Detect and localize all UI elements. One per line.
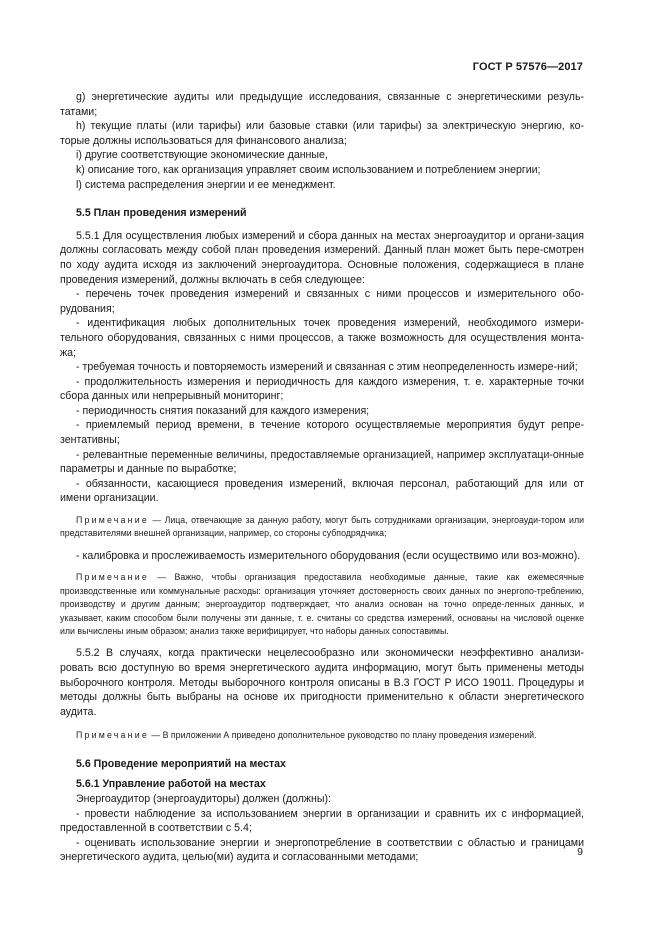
note-2	[60, 571, 584, 638]
note-label: Примечание	[76, 515, 149, 526]
list-item: - обязанности, касающиеся проведения измерений, включая персонал, работающий для или от имени организации.	[60, 477, 584, 505]
note-text: — Лица, отвечающие за данную работу, могут быть сотрудниками организации, энергоауди-тором или представителями внешней организации, например, со стороны субподрядчика;	[60, 515, 584, 539]
list-item: - оценивать использование энергии и энергопотребление в соответствии с областью и границами энергетического аудита, целью(ми) аудита и согласованными методами;	[60, 836, 584, 864]
list-item: - продолжительность измерения и периодичность для каждого измерения, т. е. характерные точки сбора данных или непрерывный мониторинг;	[60, 375, 584, 403]
document-body	[60, 90, 584, 865]
note-text: — В приложении А приведено дополнительное руководство по плану проведения измерений.	[148, 730, 537, 741]
paragraph-intro: Энергоаудитор (энергоаудиторы) должен (должны):	[76, 793, 331, 806]
paragraph-5-5-2: 5.5.2 В случаях, когда практически нецелесообразно или экономически неэффективно анализи-ровать всю доступную во время энергетического аудита информацию, могут быть применены методы выборочного контроля. Методы выборочного контроля описаны в В.3 ГОСТ Р ИСО 19011. Процедуры и методы должны быть выбраны на основе их пригодности применительно к области энергетического аудита.	[60, 647, 584, 718]
list-item: - релевантные переменные величины, предоставляемые организацией, например эксплуатаци-онные параметры и данные по выработке;	[60, 448, 584, 476]
measurement-plan-list	[60, 287, 584, 506]
note-label: Примечание	[76, 730, 149, 741]
note-label: Примечание	[76, 572, 149, 583]
note-1	[60, 514, 584, 541]
list-item: - перечень точек проведения измерений и связанных с ними процессов и измерительного обо-рудования;	[60, 288, 584, 315]
list-item: - идентификация любых дополнительных точек проведения измерений, необходимого измери-тельного оборудования, связанных с ними процессов, а также возможность для осуществления монта-жа;	[60, 317, 584, 359]
list-item: i) другие соответствующие экономические данные,	[76, 149, 328, 162]
list-item: - приемлемый период времени, в течение которого осуществляемые мероприятия будут репре-зентативны;	[60, 419, 584, 447]
paragraph-5-5-1: 5.5.1 Для осуществления любых измерений и сбора данных на местах энергоаудитор и органи-зация должны согласовать между собой план проведения измерений. Данный план может быть пере-смотрен по ходу аудита исходя из заключений энергоаудитора. Основные положения, содержащиеся в плане проведения измерений, должны включать в себя следующее:	[60, 229, 584, 286]
section-heading-5-6: 5.6 Проведение мероприятий на местах	[76, 757, 286, 770]
list-item: g) энергетические аудиты или предыдущие исследования, связанные с энергетическими резуль-татами;	[60, 91, 584, 118]
list-item: l) система распределения энергии и ее менеджмент.	[76, 178, 336, 191]
list-top	[60, 90, 584, 192]
note-3	[60, 729, 584, 742]
list-item: - провести наблюдение за использованием энергии в организации и сравнить их с информацией, предоставленной в соответствии с 5.4;	[60, 807, 584, 835]
list-item: - калибровка и прослеживаемость измерительного оборудования (если осуществимо или воз-можно).	[76, 549, 581, 562]
section-heading-5-5: 5.5 План проведения измерений	[76, 207, 247, 220]
list-item: h) текущие платы (или тарифы) или базовые ставки (или тарифы) за электрическую энергию, ко-торые должны использоваться для финансового анализа;	[60, 120, 584, 147]
list-item: k) описание того, как организация управляет своим использованием и потреблением энергии;	[76, 163, 541, 176]
onsite-duties-list	[60, 807, 584, 865]
note-text: — Важно, чтобы организация предоставила необходимые данные, такие как ежемесячные производственные или коммунальные расходы: организация уточняет достоверность своих данных по энергопо-треблению, производству и другим данным; энергоаудитор подтверждает, что анализ основан на точно опреде-ленных данных, и указывает, каким способом были получены эти данные, т. е. считаны со средства измерений, основаны на числовой оценке или вычислены иным образом; анализ также верифицирует, что наборы данных сопоставимы.	[60, 572, 584, 637]
list-item: - периодичность снятия показаний для каждого измерения;	[76, 404, 370, 417]
list-item: - требуемая точность и повторяемость измерений и связанная с этим неопределенность измере-ний;	[76, 361, 578, 374]
standard-id-header: ГОСТ Р 57576—2017	[472, 61, 583, 73]
subsection-heading-5-6-1: 5.6.1 Управление работой на местах	[76, 778, 266, 791]
page-number: 9	[577, 846, 583, 858]
